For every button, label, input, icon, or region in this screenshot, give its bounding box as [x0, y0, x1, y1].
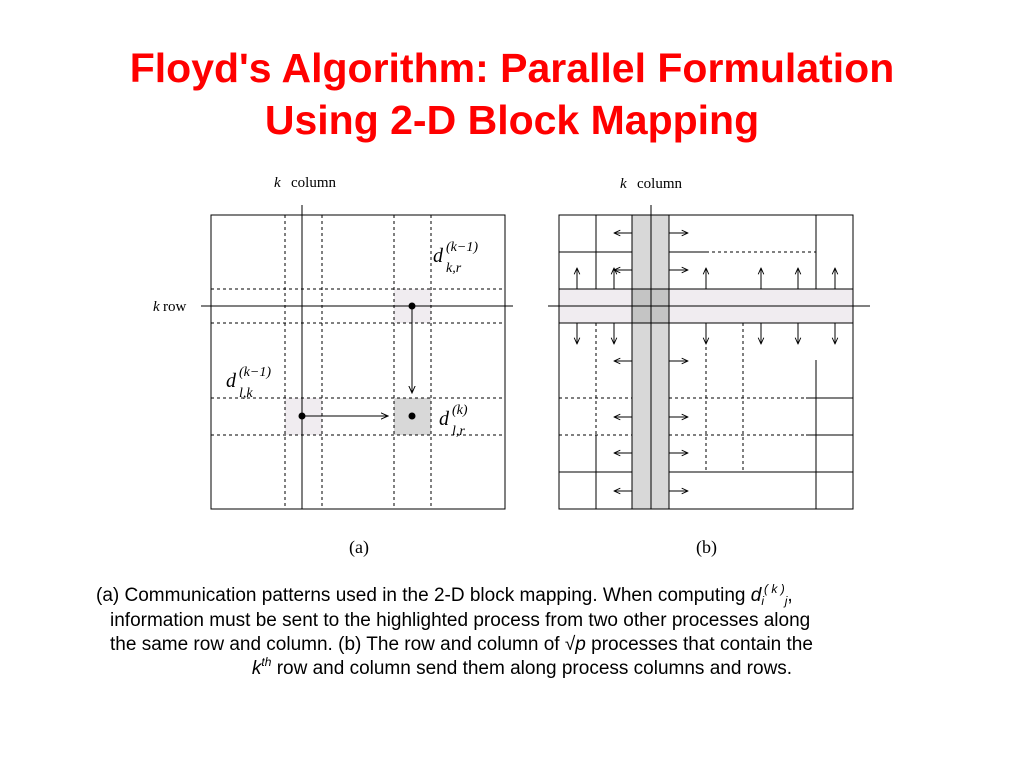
caption-line-1 [96, 584, 948, 609]
label-d-lr [439, 403, 468, 439]
panel-b-solid-grid [548, 205, 870, 509]
point-lr [409, 413, 416, 420]
caption-line-3 [96, 633, 948, 657]
svg-text:(k): (k) [452, 403, 468, 418]
caption-sqrt-p: √p [564, 634, 586, 655]
panel-b-dashed-grid [559, 252, 816, 472]
slide-title [0, 42, 1024, 146]
figure-caption [96, 584, 948, 682]
panel-a-row-label: row [163, 299, 187, 315]
caption-a-prefix: (a) Communication patterns used in the 2-D block mapping. When computing [96, 585, 746, 606]
point-lk [299, 413, 306, 420]
title-line-2: Using 2-D Block Mapping [264, 97, 760, 143]
panel-a-row-k-symbol: k [153, 299, 160, 315]
panel-a-column-label: column [291, 175, 336, 191]
caption-k: k [251, 658, 262, 679]
panel-b-k-symbol: k [620, 176, 627, 192]
panel-a-k-symbol: k [274, 175, 281, 191]
svg-text:l,r: l,r [452, 424, 465, 439]
svg-text:(k−1): (k−1) [239, 365, 271, 380]
svg-text:d: d [433, 245, 443, 267]
svg-text:k,r: k,r [446, 261, 462, 276]
title-line-1: Floyd's Algorithm: Parallel Formulation [129, 45, 895, 91]
label-d-lk [226, 365, 271, 401]
caption-line-4 [96, 657, 948, 682]
svg-text:d: d [226, 370, 236, 392]
svg-text:(k−1): (k−1) [446, 240, 478, 255]
label-d-kr [433, 240, 478, 276]
panel-a-border [211, 215, 505, 509]
caption-line-2: information must be sent to the highlighted process from two other processes along [110, 610, 811, 631]
caption-th: th [261, 655, 272, 669]
panel-b-sublabel: (b) [696, 537, 717, 557]
svg-text:d: d [439, 408, 449, 430]
point-kr [409, 303, 416, 310]
block-mapping-figure [0, 160, 1024, 560]
panel-a [153, 175, 513, 558]
caption-line-3a: the same row and column. (b) The row and column of [110, 634, 560, 655]
panel-a-sublabel: (a) [349, 537, 369, 557]
panel-a-dashed-grid [211, 215, 505, 509]
panel-b [548, 176, 870, 558]
panel-b-column-label: column [637, 176, 682, 192]
caption-comma: , [787, 585, 793, 606]
caption-d-symbol: $d_i^{( k )}_j$ [750, 582, 788, 608]
caption-line-4-text: row and column send them along process columns and rows. [276, 658, 793, 679]
svg-text:l,k: l,k [239, 386, 253, 401]
caption-line-3b: processes that contain the [591, 634, 813, 655]
